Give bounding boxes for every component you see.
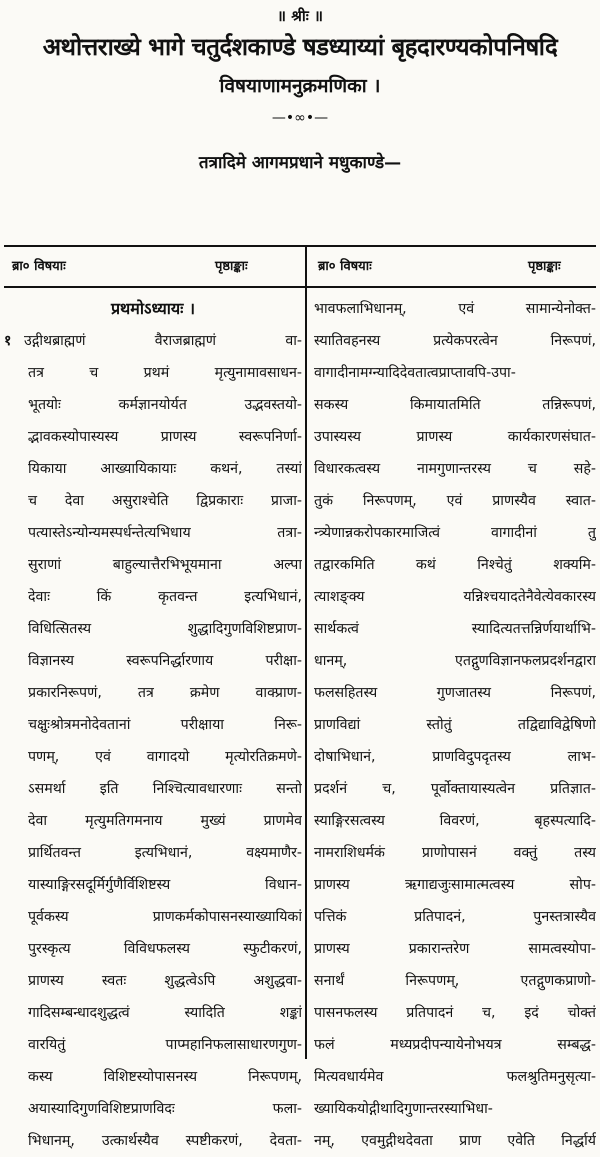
entry-line: च देवा असुराश्चेति द्विप्रकाराः प्राजा- <box>28 493 302 509</box>
entry-line: मित्यवधार्यमेव फलश्रुतिमनुसृत्या- <box>314 1069 596 1085</box>
entry-line: पत्तिकं प्रतिपादनं, पुनस्तत्रास्यैव <box>314 909 596 925</box>
page-title: अथोत्तराख्ये भागे चतुर्दशकाण्डे षडध्याय्यां बृहदारण्यकोपनिषदि <box>42 33 558 61</box>
ornament-divider: —•∞•— <box>271 110 329 126</box>
entry-line: वागादीनामग्न्यादिदेवतात्वप्राप्तावपि-उपा- <box>314 365 516 381</box>
entry-line: प्रकारनिरूपणं, तत्र क्रमेण वाक्प्राण- <box>28 685 302 701</box>
page-subtitle: विषयाणामनुक्रमणिका । <box>219 75 381 97</box>
entry-line: दोषाभिधानं, प्राणविदुपदृतस्य लाभ- <box>314 749 596 765</box>
top-invocation-mark: ॥ श्रीः ॥ <box>277 7 323 25</box>
entry-line: पणम्, एवं वागादयो मृत्योरतिक्रमणे- <box>28 749 302 765</box>
entry-line: कस्य विशिष्टस्योपासनस्य निरूपणम्, <box>28 1069 302 1085</box>
entry-line: पत्यास्तेऽन्योन्यमस्पर्धन्तेत्यभिधाय तत्रा- <box>28 525 302 541</box>
right-content-column <box>314 293 596 1157</box>
entry-line: सनार्थं निरूपणम्, एतद्गुणकप्राणो- <box>314 973 596 989</box>
left-content-column <box>4 293 302 1157</box>
entry-line: वारयितुं पाप्महानिफलासाधारणगुण- <box>28 1037 302 1053</box>
entry-line: पुरस्कृत्य विविधफलस्य स्फुटीकरणं, <box>28 941 302 957</box>
item-number: १ <box>4 333 12 349</box>
entry-line: फलसहितस्य गुणजातस्य निरूपणं, <box>314 685 596 701</box>
right-column-header-label: ब्रा० विषयाः <box>318 259 372 274</box>
entry-line: विज्ञानस्य स्वरूपनिर्द्धारणाय परीक्षा- <box>28 653 302 669</box>
entry-line: प्राणविद्यां स्तोतुं तद्विद्याविद्वेषिणो <box>314 717 596 733</box>
entry-line: तद्वारकमिति कथं निश्चेतुं शक्यमि- <box>314 557 596 573</box>
entry-line: धानम्, एतद्गुणविज्ञानफलप्रदर्शनद्वारा <box>314 653 596 669</box>
entry-line: भिधानम्, उत्कार्थस्यैव स्पष्टीकरणं, देवता- <box>28 1133 302 1149</box>
entry-line: त्याशङ्क्य यन्निश्चयादतेनैवेत्येवकारस्य <box>314 589 596 605</box>
entry-line: विधारकत्वस्य नामगुणान्तरस्य च सहे- <box>314 461 596 477</box>
entry-line: प्रदर्शनं च, पूर्वोक्तायास्यत्वेन प्रतिज्ञात- <box>314 781 596 797</box>
entry-line: गादिसम्बन्धादशुद्धत्वं स्यादिति शङ्कां <box>28 1005 302 1021</box>
entry-line: तत्र च प्रथमं मृत्युनामावसाधन- <box>28 365 302 381</box>
entry-line: तुकं निरूपणम्, एवं प्राणस्यैव स्वात- <box>314 493 596 509</box>
entry-line: भूतयोः कर्मज्ञानयोर्यत उद्भवस्तयो- <box>28 397 302 413</box>
left-column-header-label: ब्रा० विषयाः <box>12 259 66 274</box>
entry-line: नामराशिधर्मकं प्राणोपासनं वक्तुं तस्य <box>314 845 596 861</box>
left-page-number-header: पृष्ठाङ्काः <box>215 259 248 274</box>
entry-line: प्राणस्य ऋगाद्यजुःसामात्मत्वस्य सोप- <box>314 877 596 893</box>
entry-line: चक्षुःश्रोत्रमनोदेवतानां परीक्षाया निरू- <box>28 717 302 733</box>
entry-line: प्रार्थितवन्त इत्यभिधानं, वक्ष्यमाणैर- <box>28 845 302 861</box>
entry-line: सुराणां बाहुल्यात्तैरभिभूयमाना अल्पा <box>28 557 302 573</box>
entry-line: स्यातिवहनस्य प्रत्येकपरत्वेन निरूपणं, <box>314 333 596 349</box>
entry-line: फलं मध्यप्रदीपन्यायेनोभयत्र सम्बद्ध- <box>314 1037 596 1053</box>
entry-line: पूर्वकस्य प्राणकर्मकोपासनस्याख्यायिकां <box>28 909 302 925</box>
entry-line: देवा मृत्युमतिगमनाय मुख्यं प्राणमेव <box>28 813 302 829</box>
entry-line: यिकाया आख्यायिकायाः कथनं, तस्यां <box>28 461 302 477</box>
entry-line: सकस्य किमायातमिति तन्निरूपणं, <box>314 397 596 413</box>
entry-line: भावफलाभिधानम्, एवं सामान्येनोक्त- <box>314 301 596 317</box>
entry-line: प्राणस्य प्रकारान्तरेण सामत्वस्योपा- <box>314 941 596 957</box>
table-top-rule <box>4 245 596 247</box>
right-page-number-header: पृष्ठाङ्काः <box>528 259 561 274</box>
entry-text: उद्गीथब्राह्मणं वैराजब्राह्मणं वा- <box>24 333 302 349</box>
entry-line: उपास्यस्य प्राणस्य कार्यकारणसंघात- <box>314 429 596 445</box>
entry-line: देवाः किं कृतवन्त इत्यभिधानं, <box>28 589 302 605</box>
entry-line: प्राणस्य स्वतः शुद्धत्वेऽपि अशुद्धवा- <box>28 973 302 989</box>
chapter-heading: प्रथमोऽध्यायः । <box>110 299 196 318</box>
column-divider <box>305 245 307 1059</box>
entry-line: स्याङ्गिरसत्वस्य विवरणं, बृहस्पत्यादि- <box>314 813 596 829</box>
entry-line: नम्, एवमुद्गीथदेवता प्राण एवेति निर्द्धार्य <box>314 1133 596 1149</box>
entry-line: अयास्यादिगुणविशिष्टप्राणविदः फला- <box>28 1101 302 1117</box>
list-item <box>4 325 302 357</box>
entry-line: ख्यायिकयोद्गीथादिगुणान्तरस्याभिधा- <box>314 1101 493 1117</box>
entry-line: ऽसमर्था इति निश्चित्यावधारणाः सन्तो <box>28 781 302 797</box>
entry-line: न्त्र्येणान्नकरोपकारमाजित्वं वागादीनां तु <box>314 525 596 541</box>
entry-line: सार्थकत्वं स्यादित्यतत्तन्निर्णयार्थाभि- <box>314 621 596 637</box>
entry-line: पासनफलस्य प्रतिपादनं च, इदं चोक्तं <box>314 1005 596 1021</box>
section-title: तत्रादिमे आगमप्रधाने मधुकाण्डे— <box>198 153 402 173</box>
table-header-rule <box>4 286 596 288</box>
entry-line: विधित्सितस्य शुद्धादिगुणविशिष्टप्राण- <box>28 621 302 637</box>
entry-line: द्भावकस्योपास्यस्य प्राणस्य स्वरूपनिर्णा- <box>28 429 302 445</box>
entry-line: यास्याङ्गिरसदूर्मिर्गुणैर्विशिष्टस्य विधान- <box>28 877 302 893</box>
